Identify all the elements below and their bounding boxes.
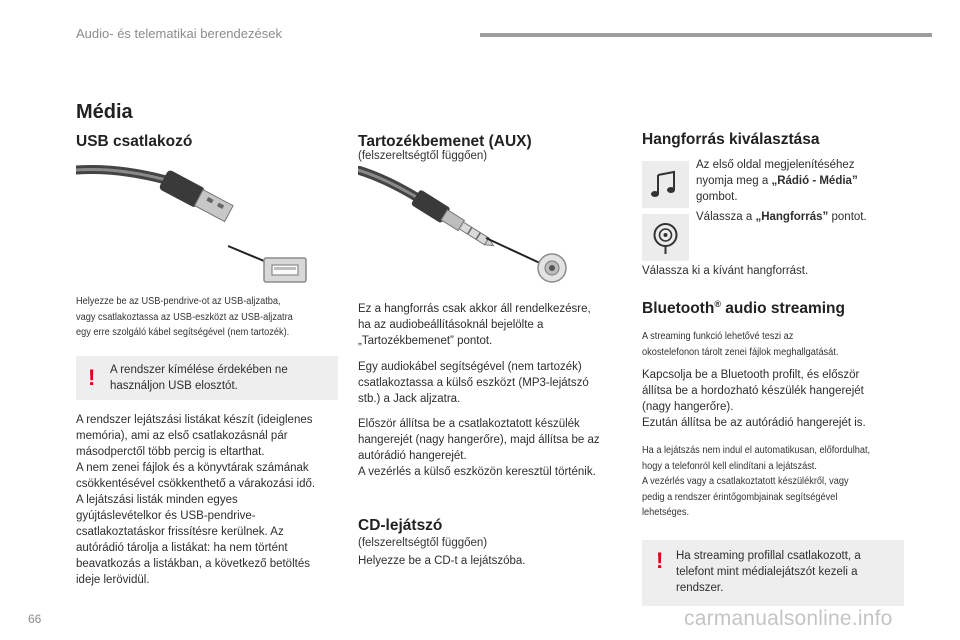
usb-heading: USB csatlakozó [76, 133, 193, 150]
bluetooth-intro: A streaming funkció lehetővé teszi az okostelefonon tárolt zenei fájlok meghallgatását. [642, 331, 839, 358]
cd-subtitle: (felszereltségtől függően) [358, 537, 488, 549]
bluetooth-heading: Bluetooth® audio streaming [642, 299, 845, 318]
watermark: carmanualsonline.info [684, 607, 893, 630]
jack-plug-icon [358, 166, 580, 286]
source-heading: Hangforrás kiválasztása [642, 131, 820, 148]
aux-paragraph-2: Egy audiokábel segítségével (nem tartozék) csatlakoztassa a külső eszközt (MP3-lejátszó stb.) a Jack aljzatra. [358, 361, 589, 405]
music-note-tile [642, 161, 689, 208]
cd-body: Helyezze be a CD-t a lejátszóba. [358, 555, 526, 567]
aux-paragraph-1: Ez a hangforrás csak akkor áll rendelkezésre, ha az audiobeállításoknál bejelölte a „Tartozékbemenet” pontot. [358, 303, 591, 347]
aux-illustration [358, 166, 580, 286]
cd-heading: CD-lejátszó [358, 517, 443, 534]
usb-body: A rendszer lejátszási listákat készít (ideiglenes memória), ami az első csatlakozásnál pár másodperctől több percig is eltarthat. A nem zenei fájlok és a könyvtárak számának csökkentésével csökkenthető a várakozási idő. A lejátszási listák minden egyes gyújtáslevételkor és USB-pendrive- csatlakoztatáskor frissítésre kerülnek. Az autórádió tárolja a listákat: ha nem történt beavatkozás a listákban, a következő betöltés ideje lerövidül. [76, 414, 316, 586]
usb-warning-box: ! A rendszer kímélése érdekében ne használjon USB elosztót. [76, 356, 338, 400]
usb-plug-icon [76, 158, 316, 286]
source-step-1: Az első oldal megjelenítéséhez nyomja meg a „Rádió - Média” gombot. [696, 159, 858, 203]
bluetooth-paragraph: Kapcsolja be a Bluetooth profilt, és először állítsa be a hordozható készülék hangerejét (nagy hangerőre). Ezután állítsa be az autórádió hangerejét is. [642, 369, 866, 429]
music-note-icon [642, 161, 689, 208]
exclamation-icon: ! [656, 548, 664, 573]
header-bar [480, 33, 932, 37]
aux-subtitle: (felszereltségtől függően) [358, 150, 488, 162]
aux-heading: Tartozékbemenet (AUX) [358, 133, 532, 150]
media-source-icon [642, 214, 689, 261]
aux-paragraph-3: Először állítsa be a csatlakoztatott készülék hangerejét (nagy hangerőre), majd állítsa be az autórádió hangerejét. A vezérlés a külső eszközön keresztül történik. [358, 418, 600, 478]
source-final: Válassza ki a kívánt hangforrást. [642, 265, 809, 277]
usb-illustration [76, 158, 316, 286]
source-step-2: Válassza a „Hangforrás” pontot. [696, 211, 867, 223]
page-title: Média [76, 101, 133, 123]
bluetooth-warning-box: ! Ha streaming profillal csatlakozott, a telefont mint médialejátszót kezeli a rendszer. [642, 540, 904, 606]
media-source-tile [642, 214, 689, 261]
exclamation-icon: ! [88, 365, 96, 390]
usb-caption: Helyezze be az USB-pendrive-ot az USB-aljzatba, vagy csatlakoztassa az USB-eszközt az USB-aljzatra egy erre szolgáló kábel segítségével (nem tartozék). [76, 296, 293, 338]
page-number: 66 [28, 612, 42, 626]
bluetooth-note: Ha a lejátszás nem indul el automatikusan, előfordulhat, hogy a telefonról kell elindítani a lejátszást. A vezérlés vagy a csatlakoztatott készülékről, vagy pedig a rendszer érintőgombjainak segítségével lehetséges. [642, 445, 871, 518]
section-header: Audio- és telematikai berendezések [76, 26, 282, 41]
